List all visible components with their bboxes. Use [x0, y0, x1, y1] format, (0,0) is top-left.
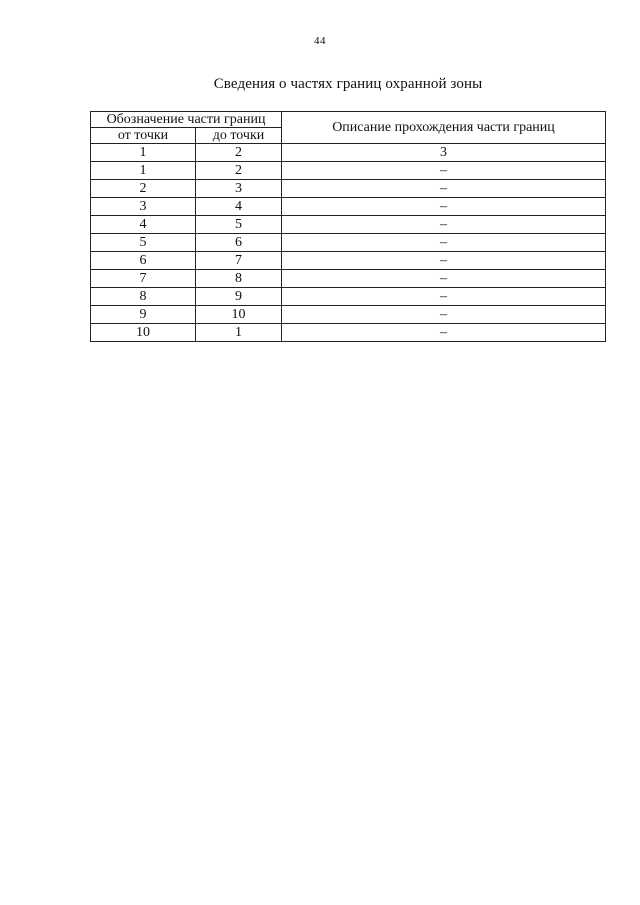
table-row [91, 216, 606, 234]
from-point-cell: 10 [91, 324, 196, 342]
to-point-cell: 10 [196, 306, 282, 324]
page-number: 44 [314, 35, 326, 47]
description-cell: – [282, 288, 606, 306]
page-title: Сведения о частях границ охранной зоны [213, 76, 483, 92]
from-point-header: от точки [91, 128, 196, 144]
table-row [91, 144, 606, 162]
description-cell: – [282, 252, 606, 270]
description-cell: – [282, 198, 606, 216]
description-cell: – [282, 216, 606, 234]
from-point-cell: 4 [91, 216, 196, 234]
description-cell: 3 [282, 144, 606, 162]
table-row [91, 180, 606, 198]
to-point-cell: 2 [196, 162, 282, 180]
to-point-cell: 2 [196, 144, 282, 162]
table-row [91, 306, 606, 324]
description-cell: – [282, 180, 606, 198]
to-point-cell: 6 [196, 234, 282, 252]
to-point-header: до точки [196, 128, 282, 144]
description-cell: – [282, 234, 606, 252]
to-point-cell: 9 [196, 288, 282, 306]
table-row [91, 324, 606, 342]
from-point-cell: 1 [91, 144, 196, 162]
table-row [91, 252, 606, 270]
boundary-parts-table [90, 111, 606, 342]
from-point-cell: 7 [91, 270, 196, 288]
description-cell: – [282, 162, 606, 180]
table-row [91, 270, 606, 288]
boundary-part-designation-header: Обозначение части границ [91, 112, 282, 128]
table-row [91, 198, 606, 216]
from-point-cell: 8 [91, 288, 196, 306]
to-point-cell: 1 [196, 324, 282, 342]
from-point-cell: 1 [91, 162, 196, 180]
table-row [91, 162, 606, 180]
to-point-cell: 5 [196, 216, 282, 234]
to-point-cell: 7 [196, 252, 282, 270]
table-row [91, 234, 606, 252]
to-point-cell: 8 [196, 270, 282, 288]
from-point-cell: 2 [91, 180, 196, 198]
to-point-cell: 3 [196, 180, 282, 198]
from-point-cell: 3 [91, 198, 196, 216]
table-row [91, 288, 606, 306]
description-cell: – [282, 306, 606, 324]
from-point-cell: 9 [91, 306, 196, 324]
description-cell: – [282, 270, 606, 288]
description-cell: – [282, 324, 606, 342]
from-point-cell: 5 [91, 234, 196, 252]
from-point-cell: 6 [91, 252, 196, 270]
boundary-description-header: Описание прохождения части границ [282, 112, 606, 144]
to-point-cell: 4 [196, 198, 282, 216]
